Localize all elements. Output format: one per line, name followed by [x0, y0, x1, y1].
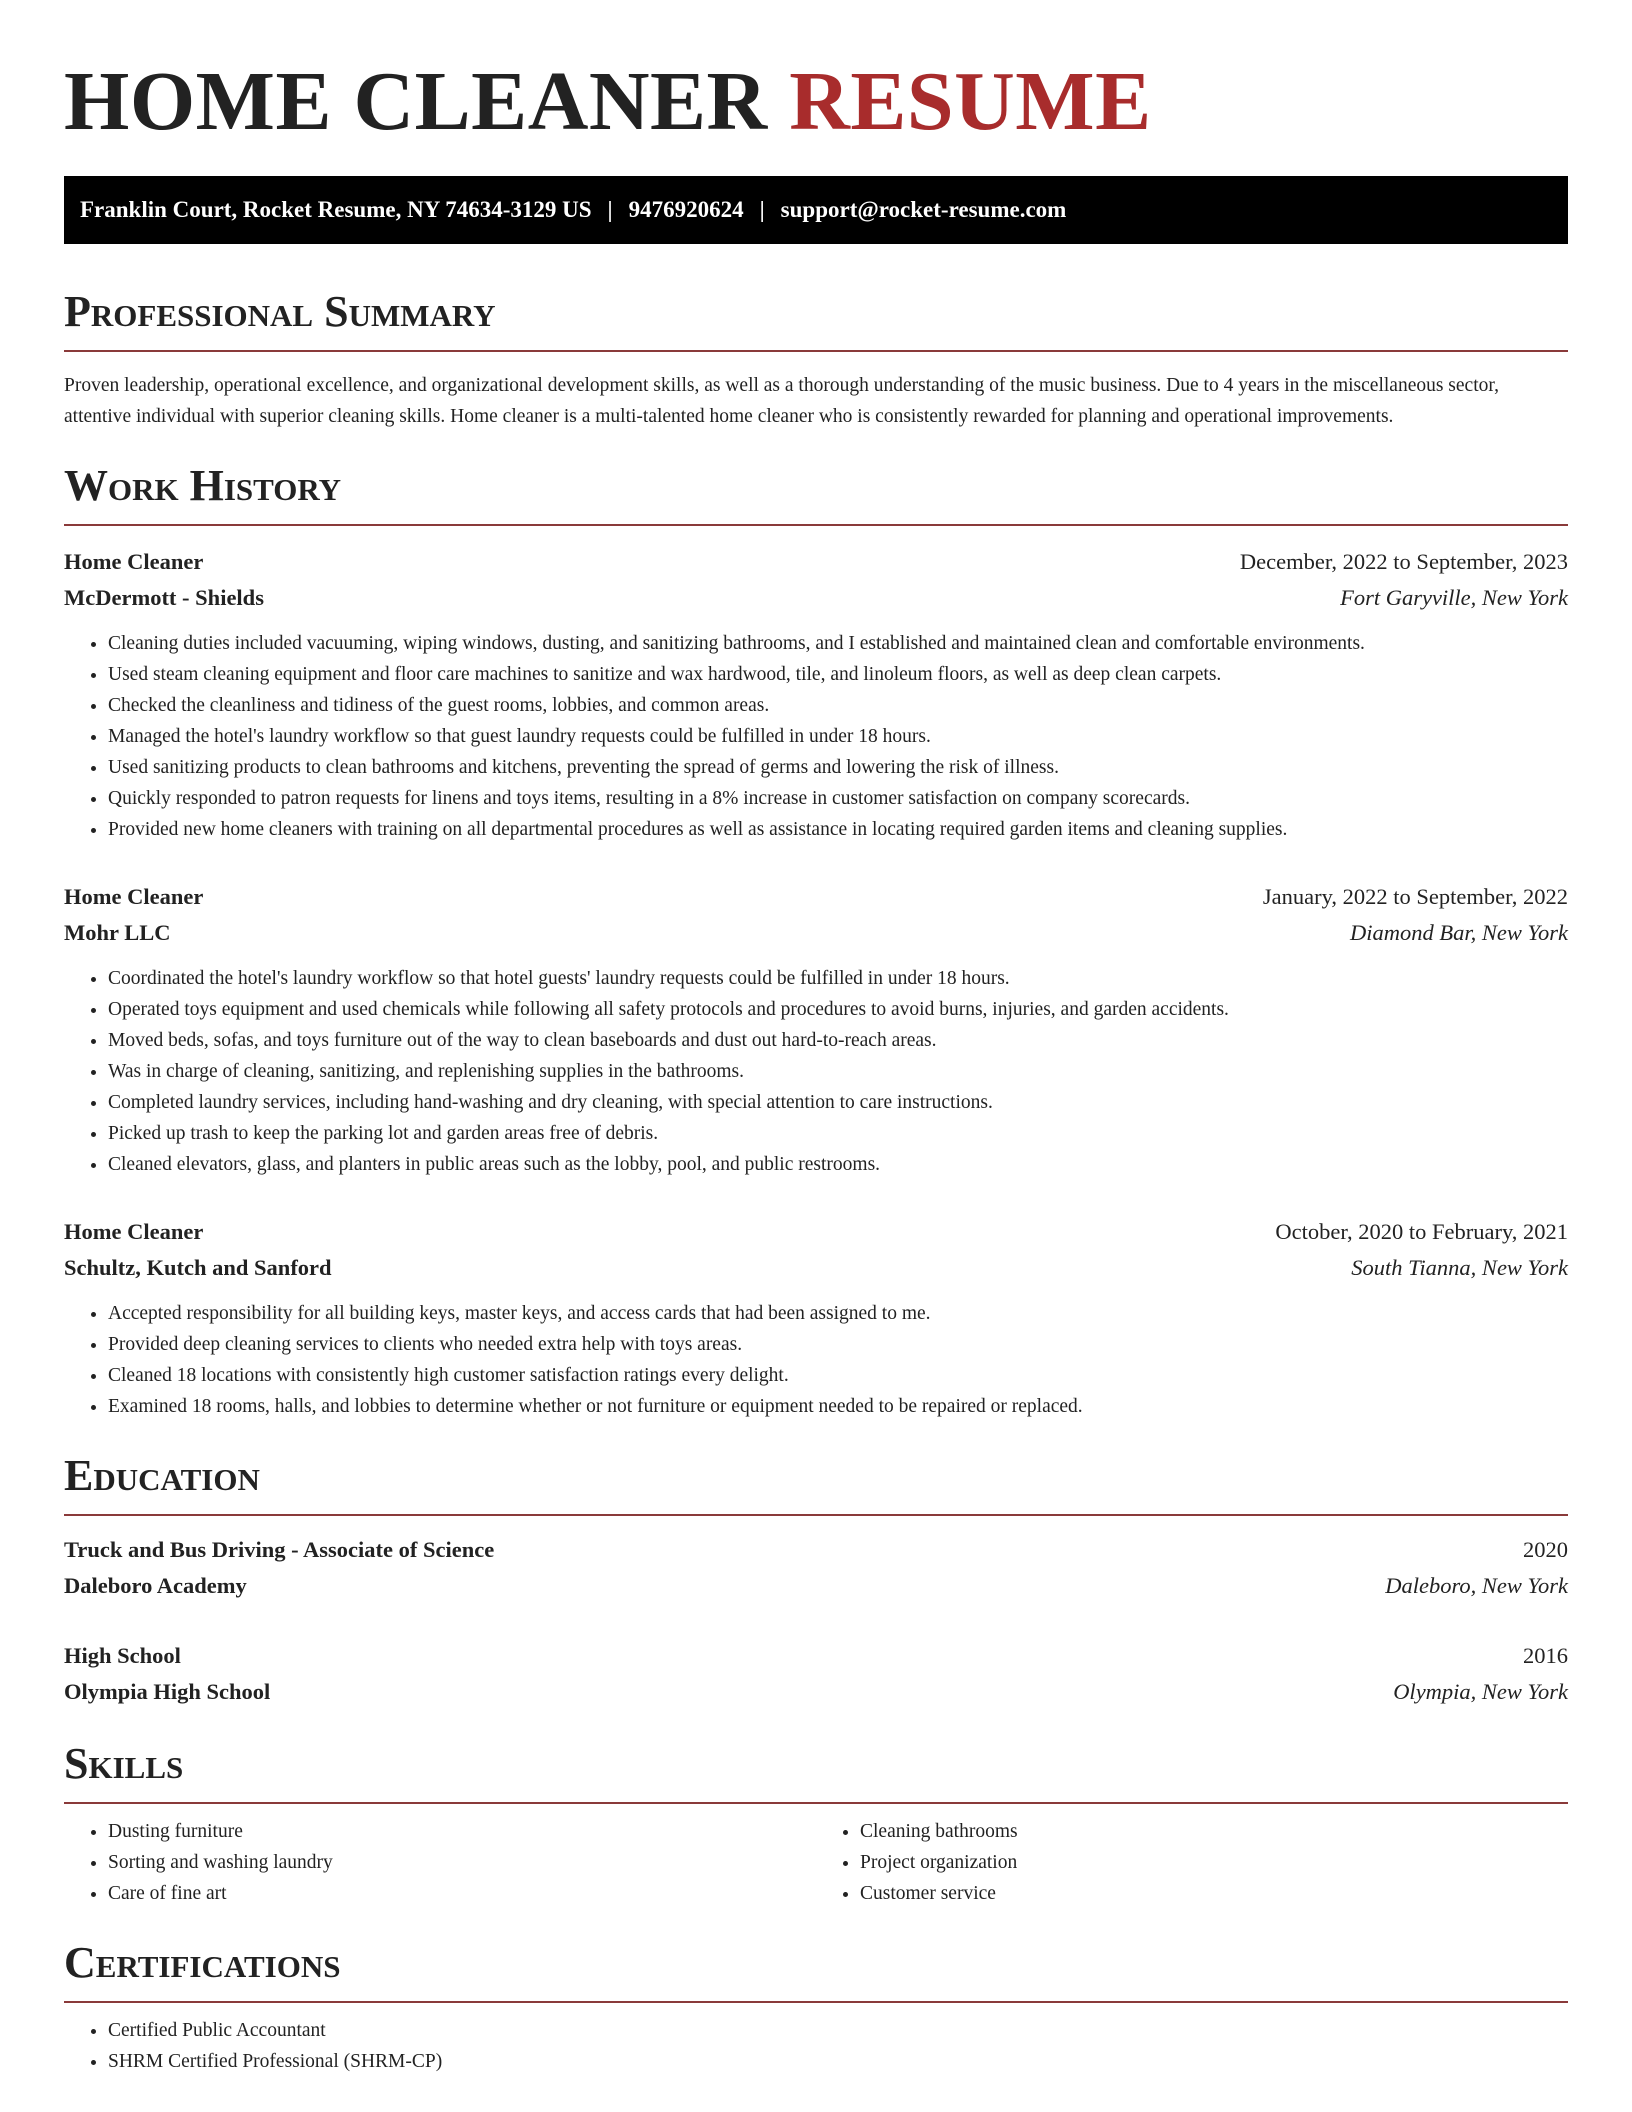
list-item: • Provided new home cleaners with training on all departmental procedures as well as assistance in locating required garden items and cleaning supplies. — [108, 814, 1568, 845]
list-item: • Cleaning duties included vacuuming, wiping windows, dusting, and sanitizing bathrooms, and I established and maintained clean and comfortable environments. — [108, 628, 1568, 659]
education-entry — [64, 1532, 1568, 1604]
education-school: Olympia High School — [64, 1679, 271, 1704]
skills-right-column — [816, 1816, 1568, 1909]
education-entry — [64, 1638, 1568, 1710]
list-item: • Managed the hotel's laundry workflow so that guest laundry requests could be fulfilled in under 18 hours. — [108, 721, 1568, 752]
education-header-row — [64, 1638, 1568, 1674]
list-item: • Completed laundry services, including hand-washing and dry cleaning, with special attention to care instructions. — [108, 1087, 1568, 1118]
job-company-row — [64, 1250, 1568, 1286]
education-year: 2016 — [1523, 1643, 1568, 1668]
skill-item: • Care of fine art — [108, 1878, 816, 1909]
certifications-section — [64, 1937, 1568, 2077]
contact-separator: | — [759, 197, 765, 222]
certifications-heading: Certifications — [64, 1937, 1568, 2003]
list-item: • Examined 18 rooms, halls, and lobbies to determine whether or not furniture or equipment needed to be repaired or replaced. — [108, 1391, 1568, 1422]
list-item: • Checked the cleanliness and tidiness of the guest rooms, lobbies, and common areas. — [108, 690, 1568, 721]
skills-grid — [64, 1816, 1568, 1909]
contact-separator: | — [607, 197, 613, 222]
job-dates: January, 2022 to September, 2022 — [1262, 884, 1568, 909]
education-year: 2020 — [1523, 1537, 1568, 1562]
contact-bar — [64, 176, 1568, 244]
job-bullets — [64, 628, 1568, 845]
certification-item: • SHRM Certified Professional (SHRM-CP) — [108, 2046, 1568, 2077]
list-item: • Cleaned 18 locations with consistently high customer satisfaction ratings every delight. — [108, 1360, 1568, 1391]
education-location: Olympia, New York — [1393, 1679, 1568, 1704]
list-item: • Cleaned elevators, glass, and planters in public areas such as the lobby, pool, and public restrooms. — [108, 1149, 1568, 1180]
job-company-row — [64, 915, 1568, 951]
contact-phone: 9476920624 — [628, 197, 744, 222]
job-header-row — [64, 544, 1568, 580]
education-heading: Education — [64, 1450, 1568, 1516]
skill-item: • Customer service — [860, 1878, 1568, 1909]
job-title: Home Cleaner — [64, 549, 204, 574]
education-school-row — [64, 1568, 1568, 1604]
list-item: • Quickly responded to patron requests for linens and toys items, resulting in a 8% increase in customer satisfaction on company scorecards. — [108, 783, 1568, 814]
job-entry — [64, 1214, 1568, 1422]
job-title: Home Cleaner — [64, 1219, 204, 1244]
work-history-section — [64, 460, 1568, 1422]
skills-left-column — [64, 1816, 816, 1909]
list-item: • Provided deep cleaning services to clients who needed extra help with toys areas. — [108, 1329, 1568, 1360]
education-location: Daleboro, New York — [1385, 1573, 1568, 1598]
skills-section — [64, 1738, 1568, 1909]
job-location: Fort Garyville, New York — [1340, 585, 1568, 610]
job-entry — [64, 879, 1568, 1180]
job-company: Schultz, Kutch and Sanford — [64, 1255, 332, 1280]
contact-email: support@rocket-resume.com — [780, 197, 1067, 222]
education-section — [64, 1450, 1568, 1710]
list-item: • Accepted responsibility for all building keys, master keys, and access cards that had been assigned to me. — [108, 1298, 1568, 1329]
education-list — [64, 1532, 1568, 1710]
job-title: Home Cleaner — [64, 884, 204, 909]
page-title — [64, 0, 1568, 152]
education-degree: Truck and Bus Driving - Associate of Science — [64, 1537, 495, 1562]
job-company: McDermott - Shields — [64, 585, 264, 610]
list-item: • Coordinated the hotel's laundry workflow so that hotel guests' laundry requests could be fulfilled in under 18 hours. — [108, 963, 1568, 994]
title-accent: RESUME — [789, 55, 1152, 148]
list-item: • Moved beds, sofas, and toys furniture out of the way to clean baseboards and dust out hard-to-reach areas. — [108, 1025, 1568, 1056]
list-item: • Used steam cleaning equipment and floor care machines to sanitize and wax hardwood, tile, and linoleum floors, as well as deep clean carpets. — [108, 659, 1568, 690]
job-bullets — [64, 1298, 1568, 1422]
work-history-heading: Work History — [64, 460, 1568, 526]
title-main: HOME CLEANER — [64, 55, 768, 148]
list-item: • Was in charge of cleaning, sanitizing, and replenishing supplies in the bathrooms. — [108, 1056, 1568, 1087]
summary-section — [64, 286, 1568, 432]
job-location: Diamond Bar, New York — [1350, 920, 1568, 945]
education-school-row — [64, 1674, 1568, 1710]
certification-item: • Certified Public Accountant — [108, 2015, 1568, 2046]
job-dates: October, 2020 to February, 2021 — [1275, 1219, 1568, 1244]
certifications-list — [64, 2015, 1568, 2077]
list-item: • Used sanitizing products to clean bathrooms and kitchens, preventing the spread of germs and lowering the risk of illness. — [108, 752, 1568, 783]
job-header-row — [64, 879, 1568, 915]
list-item: • Picked up trash to keep the parking lot and garden areas free of debris. — [108, 1118, 1568, 1149]
job-entry — [64, 544, 1568, 845]
skill-item: • Sorting and washing laundry — [108, 1847, 816, 1878]
summary-heading: Professional Summary — [64, 286, 1568, 352]
job-location: South Tianna, New York — [1351, 1255, 1568, 1280]
job-company-row — [64, 580, 1568, 616]
job-dates: December, 2022 to September, 2023 — [1239, 549, 1568, 574]
job-header-row — [64, 1214, 1568, 1250]
education-header-row — [64, 1532, 1568, 1568]
skills-heading: Skills — [64, 1738, 1568, 1804]
summary-text: Proven leadership, operational excellence, and organizational development skills, as well as a thorough understanding of the music business. Due to 4 years in the miscellaneous sector, attentive individual with superior cleaning skills. Home cleaner is a multi-talented home cleaner who is consistently rewarded for planning and operational improvements. — [64, 375, 1499, 427]
job-bullets — [64, 963, 1568, 1180]
education-degree: High School — [64, 1643, 181, 1668]
jobs-list — [64, 544, 1568, 1422]
education-school: Daleboro Academy — [64, 1573, 247, 1598]
skill-item: • Project organization — [860, 1847, 1568, 1878]
skill-item: • Cleaning bathrooms — [860, 1816, 1568, 1847]
contact-address: Franklin Court, Rocket Resume, NY 74634-3129 US — [80, 197, 592, 222]
skill-item: • Dusting furniture — [108, 1816, 816, 1847]
job-company: Mohr LLC — [64, 920, 171, 945]
list-item: • Operated toys equipment and used chemicals while following all safety protocols and procedures to avoid burns, injuries, and garden accidents. — [108, 994, 1568, 1025]
